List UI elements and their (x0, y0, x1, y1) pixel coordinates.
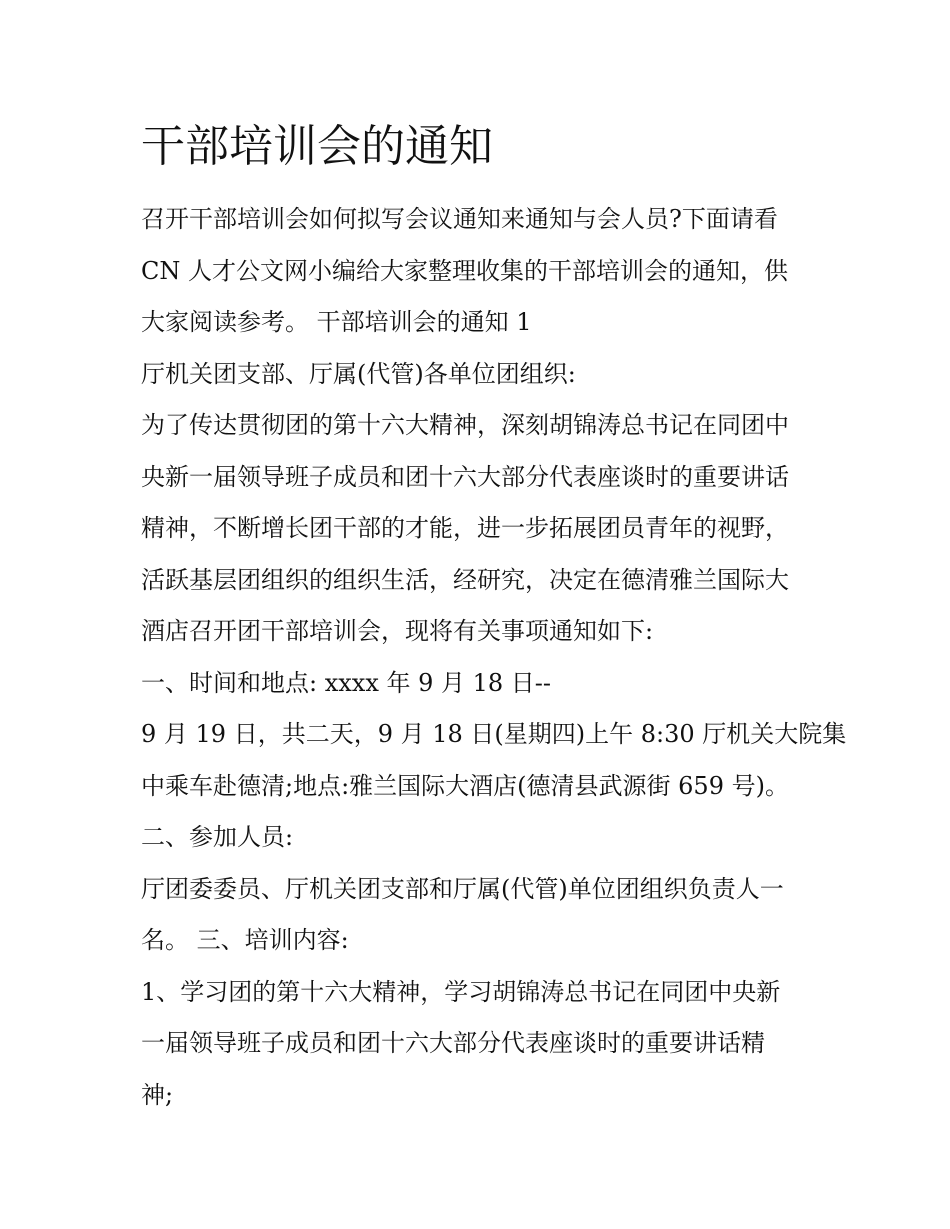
text-line: 厅团委委员、厅机关团支部和厅属(代管)单位团组织负责人一 (141, 874, 784, 903)
text-line: 央新一届领导班子成员和团十六大部分代表座谈时的重要讲话 (141, 462, 789, 491)
text-line: 1、学习团的第十六大精神，学习胡锦涛总书记在同团中央新 (141, 977, 781, 1006)
text-line: 一、时间和地点: xxxx 年 9 月 18 日-- (141, 668, 552, 697)
text-line: CN 人才公文网小编给大家整理收集的干部培训会的通知，供 (141, 256, 788, 285)
text-line: 一届领导班子成员和团十六大部分代表座谈时的重要讲话精 (141, 1029, 765, 1057)
document-title: 干部培训会的通知 (141, 121, 493, 172)
text-line: 9 月 19 日，共二天，9 月 18 日(星期四)上午 8:30 厅机关大院集 (141, 720, 847, 748)
document-body (141, 194, 847, 1121)
text-line: 二、参加人员: (141, 823, 294, 851)
text-line: 大家阅读参考。 干部培训会的通知 1 (141, 308, 532, 336)
document-page (141, 112, 847, 1121)
text-line: 中乘车赴德清;地点:雅兰国际大酒店(德清县武源街 659 号)。 (141, 771, 789, 800)
text-line: 神; (141, 1080, 174, 1109)
text-line: 为了传达贯彻团的第十六大精神，深刻胡锦涛总书记在同团中 (141, 411, 789, 439)
text-line: 活跃基层团组织的组织生活，经研究，决定在德清雅兰国际大 (141, 565, 789, 594)
text-line: 厅机关团支部、厅属(代管)各单位团组织: (141, 359, 576, 388)
text-line: 名。 三、培训内容: (141, 926, 349, 954)
text-line: 精神，不断增长团干部的才能，进一步拓展团员青年的视野， (141, 514, 789, 542)
text-line: 召开干部培训会如何拟写会议通知来通知与会人员?下面请看 (141, 205, 778, 233)
text-line: 酒店召开团干部培训会，现将有关事项通知如下: (141, 617, 654, 645)
